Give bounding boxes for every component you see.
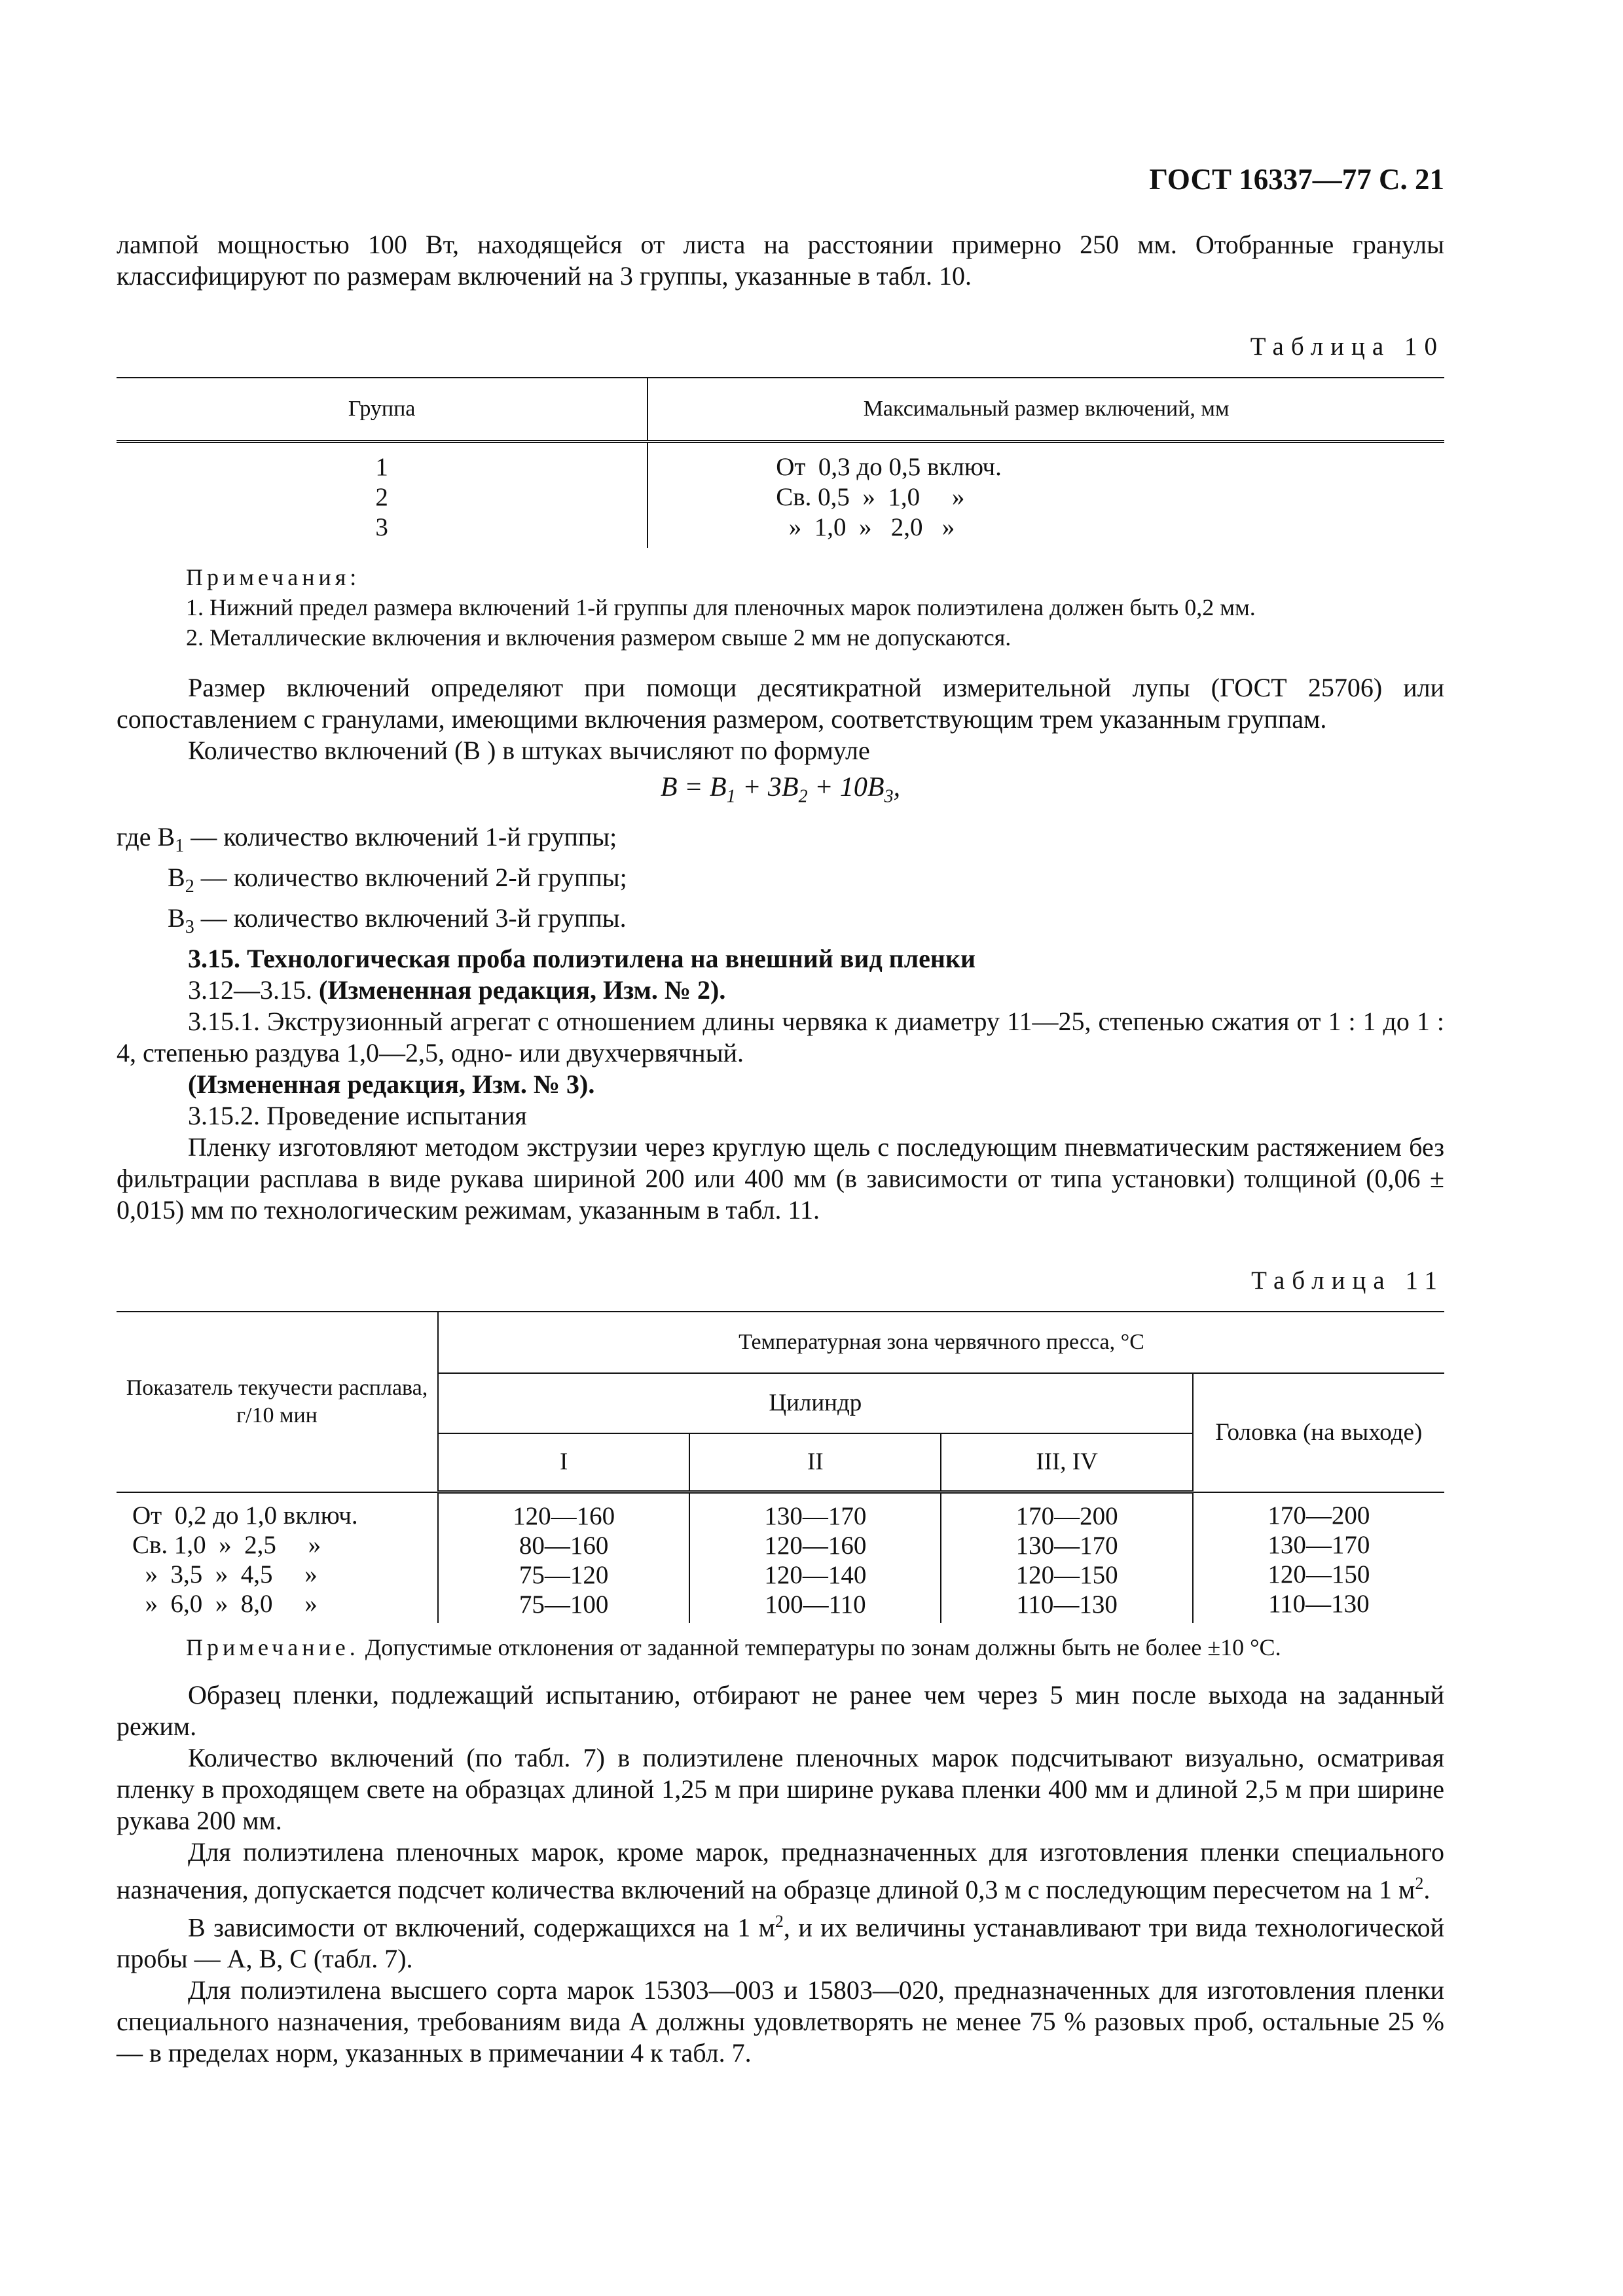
section-3-15-1: 3.15.1. Экструзионный агрегат с отношением длины червяка к диаметру 11—25, степенью сжатия от 1 : 1 до 1 : 4, степенью раздува 1,0—2,5, одно- или двухчервячный. [117, 1007, 1444, 1068]
notes-title: Примечания: [186, 564, 361, 590]
table11-header-III: III, IV [941, 1433, 1192, 1492]
note-item: 2. Металлические включения и включения размером свыше 2 мм не допускаются. [186, 624, 1012, 651]
table10-group: 1 [375, 453, 388, 481]
table-row [117, 1492, 1444, 1624]
legend-line: $B_3$ — количество включений 3-й группы. [168, 903, 627, 938]
table11-cell: 130—170 [1267, 1530, 1370, 1559]
table11-index: » 3,5 » 4,5 » [132, 1560, 318, 1588]
paragraph: Для полиэтилена пленочных марок, кроме марок, предназначенных для изготовления пленки специального назначения, допускается подсчет количества включений на образце длиной 0,3 м с последующим пересчетом на 1 $м^2$. [117, 1837, 1444, 1905]
table11-cell: 110—130 [1016, 1590, 1118, 1619]
table11-cell: 170—200 [1267, 1501, 1370, 1530]
section-3-15-2: 3.15.2. Проведение испытания [188, 1101, 527, 1131]
table11-cell: 130—170 [1015, 1532, 1118, 1560]
table11-caption: Таблица 11 [1251, 1266, 1444, 1295]
section-3-15-1-edit: (Измененная редакция, Изм. № 3). [188, 1069, 595, 1100]
table11-cell: 80—160 [519, 1532, 609, 1560]
note-text: Допустимые отклонения от заданной температуры по зонам должны быть не более ±10 °С. [359, 1634, 1281, 1661]
formula: $B = B_1 + 3B_2 + 10B_3$, [660, 772, 901, 807]
paragraph: Образец пленки, подлежащий испытанию, отбирают не ранее чем через 5 мин после выхода на заданный режим. [117, 1680, 1444, 1742]
table11-cell: 130—170 [764, 1502, 867, 1531]
table10-notes [117, 562, 1444, 653]
table10-group: 2 [375, 483, 388, 511]
table11-cell: 110—130 [1268, 1589, 1370, 1618]
legend-line: где $B_1$ — количество включений 1-й группы; [117, 822, 617, 857]
section-3-15-title: 3.15. Технологическая проба полиэтилена на внешний вид пленки [188, 944, 976, 974]
page-content [117, 229, 1444, 2069]
table-11 [117, 1311, 1444, 1623]
note-title: Примечание. [186, 1634, 359, 1661]
table11-index: Св. 1,0 » 2,5 » [132, 1530, 321, 1559]
section-3-12-edit: 3.12—3.15. (Измененная редакция, Изм. № 2). [188, 975, 726, 1005]
intro-paragraph: лампой мощностью 100 Вт, находящейся от листа на расстоянии примерно 250 мм. Отобранные гранулы классифицируют по размерам включений на 3 группы, указанные в табл. 10. [117, 230, 1444, 291]
table11-cell: 120—150 [1015, 1561, 1118, 1590]
table11-header-I: I [438, 1433, 689, 1492]
table-row [117, 442, 1444, 548]
table11-index: » 6,0 » 8,0 » [132, 1589, 318, 1618]
table11-cell: 170—200 [1015, 1502, 1118, 1531]
count-paragraph: Количество включений (B ) в штуках вычисляют по формуле [188, 736, 870, 765]
table11-header-II: II [689, 1433, 941, 1492]
table11-header-zone: Температурная зона червячного пресса, °С [438, 1312, 1444, 1373]
table11-cell: 120—160 [764, 1532, 867, 1560]
note-item: 1. Нижний предел размера включений 1-й группы для пленочных марок полиэтилена должен быть 0,2 мм. [186, 594, 1256, 620]
table10-header-group: Группа [117, 378, 647, 442]
size-paragraph: Размер включений определяют при помощи десятикратной измерительной лупы (ГОСТ 25706) или сопоставлением с гранулами, имеющими включения размером, соответствующим трем указанным группам. [117, 673, 1444, 734]
table11-cell: 100—110 [765, 1590, 866, 1619]
table11-header-index: Показатель текучести расплава, г/10 мин [117, 1312, 438, 1492]
table10-size: » 1,0 » 2,0 » [776, 513, 955, 541]
table10-header-size: Максимальный размер включений, мм [863, 397, 1230, 421]
table11-cell: 75—100 [519, 1590, 609, 1619]
table11-index: От 0,2 до 1,0 включ. [132, 1501, 358, 1530]
table11-cell: 120—150 [1267, 1560, 1370, 1588]
table11-cell: 75—120 [519, 1561, 609, 1590]
table10-size: Св. 0,5 » 1,0 » [776, 483, 965, 511]
formula-legend [117, 821, 1444, 943]
table11-cell: 120—140 [764, 1561, 867, 1590]
table11-note [117, 1632, 1444, 1662]
table10-group: 3 [375, 513, 388, 541]
table11-header-head: Головка (на выходе) [1193, 1373, 1444, 1492]
table-10 [117, 377, 1444, 548]
paragraph: Для полиэтилена высшего сорта марок 15303—003 и 15803—020, предназначенных для изготовления пленки специального назначения, требованиям вида А должны удовлетворять не менее 75 % разовых проб, остальные 25 % — в пределах норм, указанных в примечании 4 к табл. 7. [117, 1975, 1444, 2068]
table10-caption: Таблица 10 [1250, 332, 1444, 361]
legend-line: $B_2$ — количество включений 2-й группы; [168, 863, 627, 897]
paragraph: Количество включений (по табл. 7) в полиэтилене пленочных марок подсчитывают визуально, осматривая пленку в проходящем свете на образцах длиной 1,25 м при ширине рукава пленки 400 мм и длиной 2,5 м при ширине рукава 200 мм. [117, 1743, 1444, 1836]
table11-cell: 120—160 [513, 1502, 615, 1531]
page-header: ГОСТ 16337—77 С. 21 [1149, 163, 1444, 196]
table11-header-cylinder: Цилиндр [438, 1373, 1193, 1433]
film-paragraph: Пленку изготовляют методом экструзии через круглую щель с последующим пневматическим растяжением без фильтрации расплава в виде рукава шириной 200 или 400 мм (в зависимости от типа установки) толщиной (0,06 ± 0,015) мм по технологическим режимам, указанным в табл. 11. [117, 1132, 1444, 1225]
paragraph: В зависимости от включений, содержащихся на 1 $м^2$, и их величины устанавливают три вида технологической пробы — А, В, С (табл. 7). [117, 1911, 1445, 1974]
table10-size: От 0,3 до 0,5 включ. [776, 453, 1002, 481]
